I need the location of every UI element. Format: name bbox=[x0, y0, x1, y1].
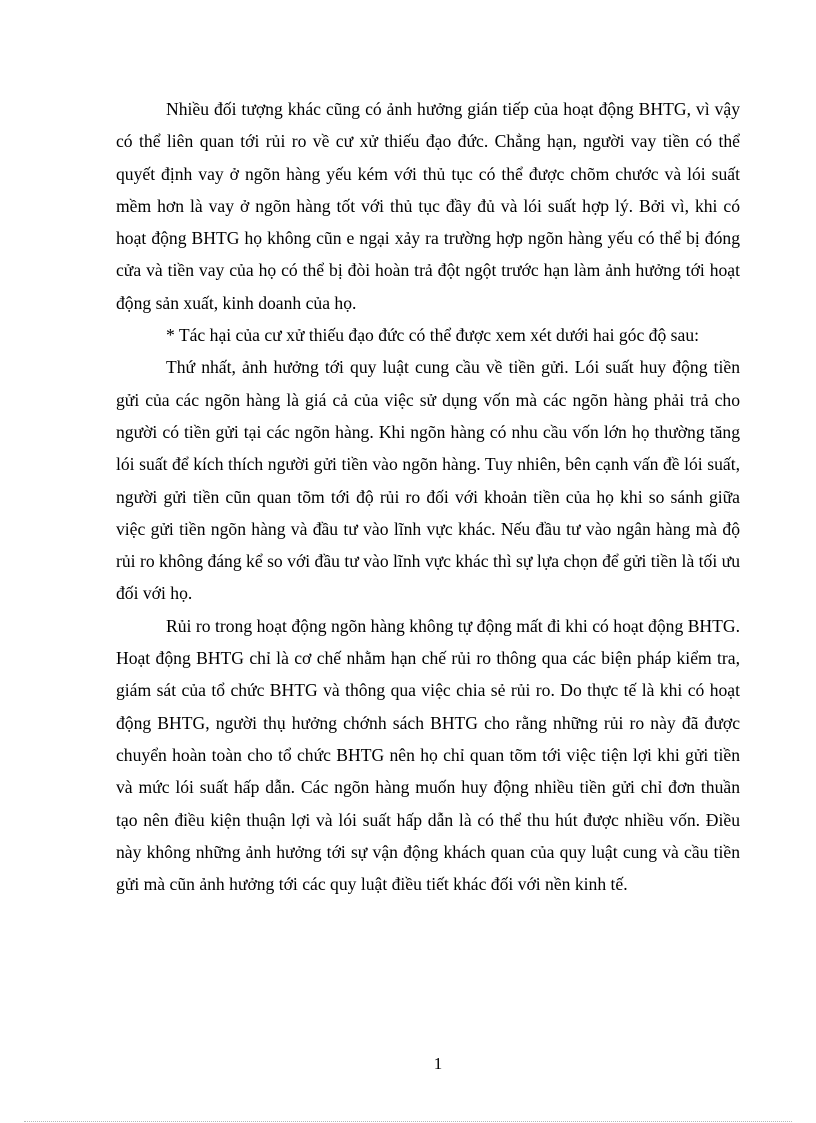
paragraph-bank-risk: Rủi ro trong hoạt động ngõn hàng không tự động mất đi khi có hoạt động BHTG. Hoạt động BHTG chỉ là cơ chế nhằm hạn chế rủi ro thông qua các biện pháp kiểm tra, giám sát của tổ chức BHTG và thông qua việc chia sẻ rủi ro. Do thực tế là khi có hoạt động BHTG, người thụ hưởng chớnh sách BHTG cho rằng những rủi ro này đã được chuyển hoàn toàn cho tổ chức BHTG nên họ chỉ quan tõm tới việc tiện lợi khi gửi tiền và mức lói suất hấp dẫn. Các ngõn hàng muốn huy động nhiều tiền gửi chỉ đơn thuần tạo nên điều kiện thuận lợi và lói suất hấp dẫn là có thể thu hút được nhiều vốn. Điều này không những ảnh hưởng tới sự vận động khách quan của quy luật cung và cầu tiền gửi mà cũn ảnh hưởng tới các quy luật điều tiết khác đối với nền kinh tế. bbox=[116, 615, 740, 895]
paragraph-first-effect: Thứ nhất, ảnh hưởng tới quy luật cung cầu về tiền gửi. Lói suất huy động tiền gửi của các ngõn hàng là giá cả của việc sử dụng vốn mà các ngõn hàng phải trả cho người có tiền gửi tại các ngõn hàng. Khi ngõn hàng có nhu cầu vốn lớn họ thường tăng lói suất để kích thích người gửi tiền vào ngõn hàng. Tuy nhiên, bên cạnh vấn đề lói suất, người gửi tiền cũn quan tõm tới độ rủi ro đối với khoản tiền của họ khi so sánh giữa việc gửi tiền ngõn hàng và đầu tư vào lĩnh vực khác. Nếu đầu tư vào ngân hàng mà độ rủi ro không đáng kể so với đầu tư vào lĩnh vực khác thì sự lựa chọn để gửi tiền là tối ưu đối với họ. bbox=[116, 357, 740, 604]
paragraph-harm-heading: * Tác hại của cư xử thiếu đạo đức có thể được xem xét dưới hai góc độ sau: bbox=[166, 325, 700, 346]
document-body bbox=[116, 93, 740, 900]
page-number: 1 bbox=[433, 1054, 443, 1073]
page-bottom-divider bbox=[24, 1121, 792, 1122]
paragraph-indirect-parties: Nhiều đối tượng khác cũng có ảnh hưởng gián tiếp của hoạt động BHTG, vì vậy có thể liên quan tới rủi ro về cư xử thiếu đạo đức. Chẳng hạn, người vay tiền có thể quyết định vay ở ngõn hàng yếu kém với thủ tục có thể được chõm chước và lói suất mềm hơn là vay ở ngõn hàng tốt với thủ tục đầy đủ và lói suất hợp lý. Bởi vì, khi có hoạt động BHTG họ không cũn e ngại xảy ra trường hợp ngõn hàng yếu có thể bị đóng cửa và tiền vay của họ có thể bị đòi hoàn trả đột ngột trước hạn làm ảnh hưởng tới hoạt động sản xuất, kinh doanh của họ. bbox=[116, 99, 740, 313]
